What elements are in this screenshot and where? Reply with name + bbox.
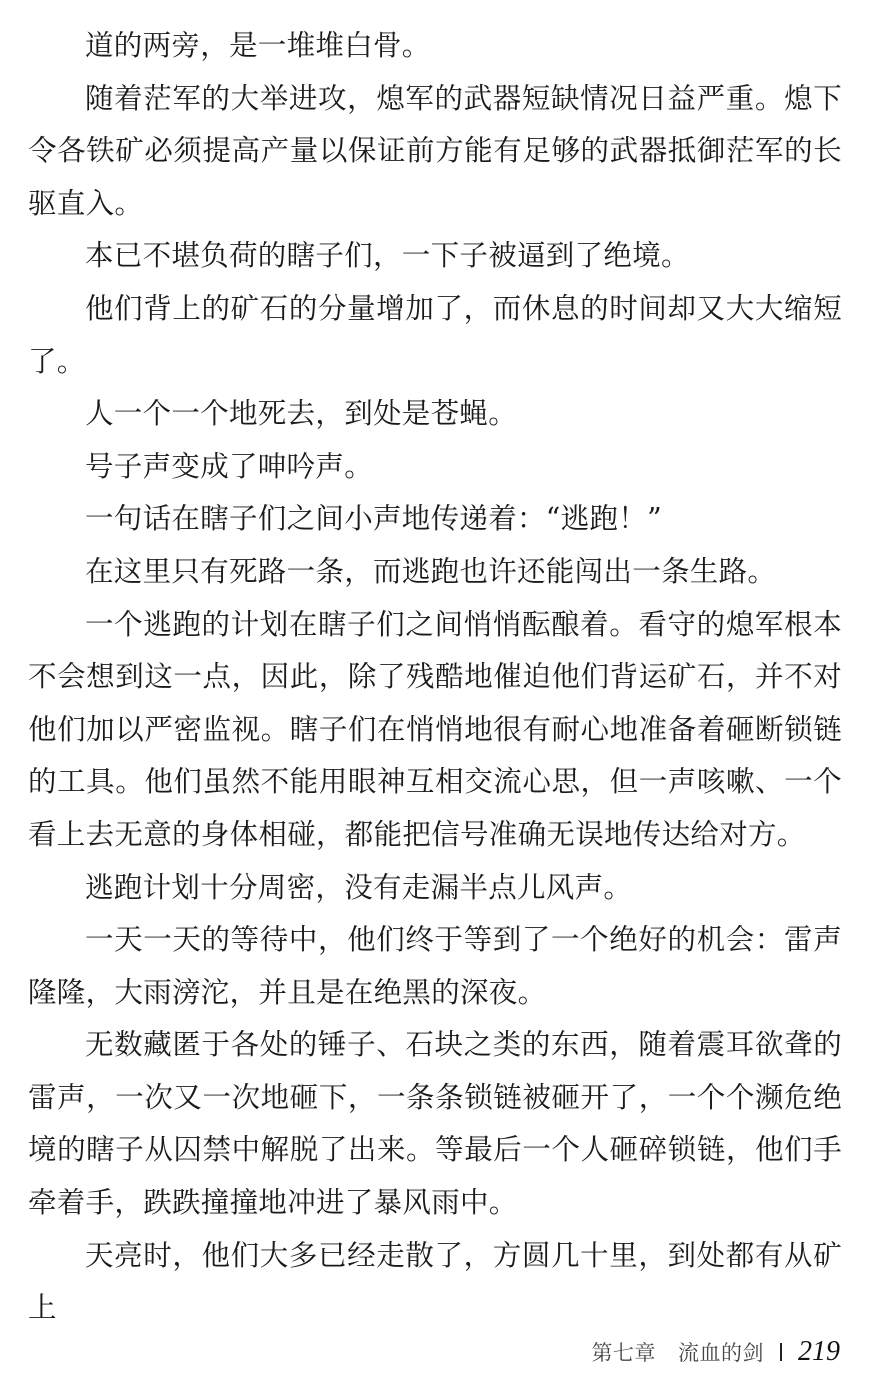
page-number: 219 — [798, 1336, 840, 1367]
chapter-title: 流血的剑 — [678, 1341, 764, 1365]
paragraph: 逃跑计划十分周密，没有走漏半点儿风声。 — [85, 870, 633, 904]
paragraph: 一天一天的等待中，他们终于等到了一个绝好的机会：雷声隆隆，大雨滂沱，并且是在绝黑的深夜。 — [28, 923, 842, 1009]
paragraph: 本已不堪负荷的瞎子们，一下子被逼到了绝境。 — [85, 239, 690, 273]
footer-divider — [780, 1343, 782, 1361]
paragraph: 随着茫军的大举进攻，熄军的武器短缺情况日益严重。熄下令各铁矿必须提高产量以保证前方能有足够的武器抵御茫军的长驱直入。 — [28, 81, 842, 220]
paragraph: 无数藏匿于各处的锤子、石块之类的东西，随着震耳欲聋的雷声，一次又一次地砸下，一条条锁链被砸开了，一个个濒危绝境的瞎子从囚禁中解脱了出来。等最后一个人砸碎锁链，他们手牵着手，跌跌撞撞地冲进了暴风雨中。 — [28, 1028, 842, 1220]
paragraph: 天亮时，他们大多已经走散了，方圆几十里，到处都有从矿上 — [28, 1238, 842, 1325]
paragraph: 他们背上的矿石的分量增加了，而休息的时间却又大大缩短了。 — [28, 291, 842, 378]
paragraph: 道的两旁，是一堆堆白骨。 — [85, 29, 431, 62]
page-body — [28, 20, 842, 1335]
paragraph: 人一个一个地死去，到处是苍蝇。 — [85, 397, 518, 431]
paragraph: 一句话在瞎子们之间小声地传递着：“逃跑！” — [85, 502, 662, 536]
chapter-label: 第七章 — [591, 1341, 656, 1365]
paragraph: 一个逃跑的计划在瞎子们之间悄悄酝酿着。看守的熄军根本不会想到这一点，因此，除了残酷地催迫他们背运矿石，并不对他们加以严密监视。瞎子们在悄悄地很有耐心地准备着砸断锁链的工具。他们虽然不能用眼神互相交流心思，但一声咳嗽、一个看上去无意的身体相碰，都能把信号准确无误地传达给对方。 — [28, 607, 842, 851]
paragraph: 号子声变成了呻吟声。 — [85, 449, 374, 483]
paragraph: 在这里只有死路一条，而逃跑也许还能闯出一条生路。 — [85, 554, 777, 588]
page-footer — [592, 1334, 841, 1370]
